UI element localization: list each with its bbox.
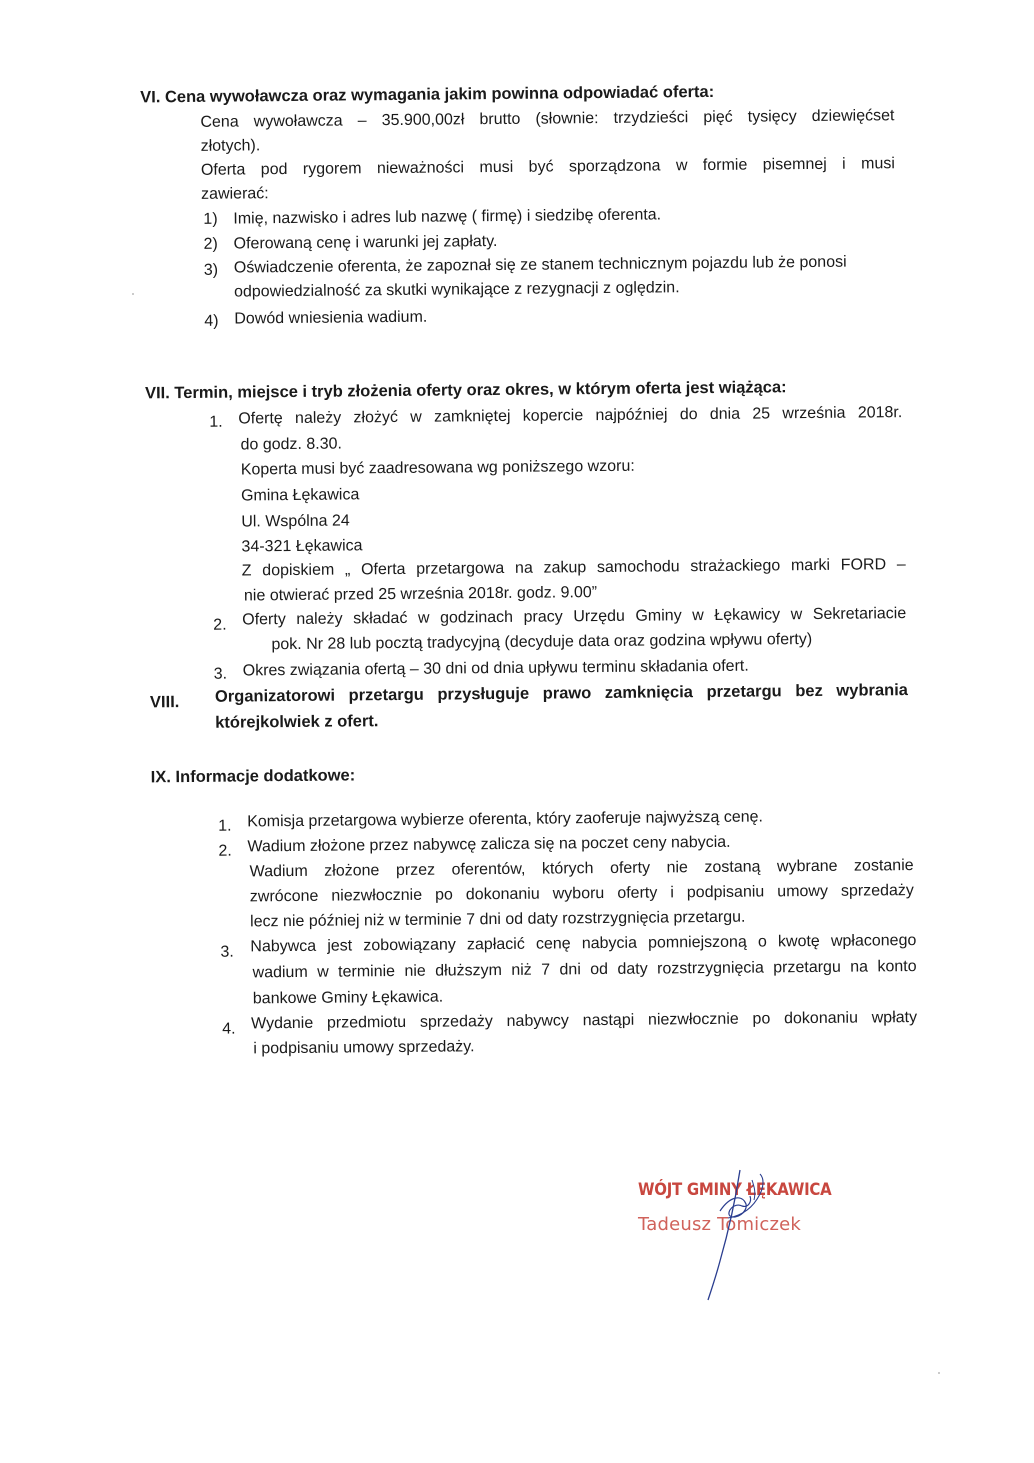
list-item-number: 2) bbox=[203, 235, 218, 253]
list-item-cont: i podpisaniu umowy sprzedaży. bbox=[253, 1038, 475, 1058]
list-item: Nabywca jest zobowiązany zapłacić cenę nabycia pomniejszoną o kwotę wpłaconego bbox=[250, 932, 917, 956]
list-item-number: 3) bbox=[203, 261, 219, 279]
address-line: Ul. Wspólna 24 bbox=[241, 512, 350, 531]
section-vi-offer-line: Oferta pod rygorem nieważności musi być sporządzona w formie pisemnej i musi bbox=[200, 155, 895, 179]
list-item-cont: wadium w terminie nie dłuższym niż 7 dni od daty rozstrzygnięcia przetargu na konto bbox=[252, 958, 917, 982]
list-item: Wadium złożone przez nabywcę zalicza się na poczet ceny nabycia. bbox=[247, 833, 731, 856]
list-item: Komisja przetargowa wybierze oferenta, który zaoferuje najwyższą cenę. bbox=[247, 808, 764, 831]
list-item: Okres związania ofertą – 30 dni od dnia upływu terminu składania ofert. bbox=[242, 657, 749, 680]
list-item-cont: do godz. 8.30. bbox=[240, 435, 343, 454]
list-item-number: 3. bbox=[220, 943, 234, 961]
list-item-cont: zwrócone niezwłocznie po dokonaniu wyboru oferty i podpisaniu umowy sprzedaży bbox=[249, 882, 914, 906]
list-item-cont: Wadium złożone przez oferentów, których oferty nie zostaną wybrane zostanie bbox=[249, 857, 914, 881]
list-item-number: 2. bbox=[213, 616, 227, 634]
list-item-number: 1) bbox=[203, 210, 218, 228]
list-item-number: 4) bbox=[204, 312, 219, 330]
list-item-cont: bankowe Gminy Łękawica. bbox=[252, 988, 444, 1008]
section-viii-text-cont: którejkolwiek z ofert. bbox=[215, 712, 379, 732]
list-item-cont: lecz nie później niż w terminie 7 dni od daty rozstrzygnięcia przetargu. bbox=[250, 908, 746, 931]
list-item: Ofertę należy złożyć w zamkniętej kopercie najpóźniej do dnia 25 września 2018r. bbox=[238, 404, 903, 428]
list-item-number: 2. bbox=[218, 842, 232, 860]
list-item-cont: pok. Nr 28 lub pocztą tradycyjną (decyduje data oraz godzina wpływu oferty) bbox=[271, 631, 813, 654]
list-item-cont: Z dopiskiem „ Oferta przetargowa na zakup samochodu strażackiego marki FORD – bbox=[241, 556, 906, 580]
list-item: Oferowaną cenę i warunki jej zapłaty. bbox=[233, 233, 498, 253]
section-vi-price-line: Cena wywoławcza – 35.900,00zł brutto (słownie: trzydzieści pięć tysięcy dziewięćset bbox=[200, 107, 895, 131]
list-item-number: 1. bbox=[218, 817, 232, 835]
handwritten-signature bbox=[690, 1166, 780, 1306]
list-item: Imię, nazwisko i adres lub nazwę ( firmę) i siedzibę oferenta. bbox=[233, 206, 662, 228]
section-vi-offer-line-cont: zawierać: bbox=[201, 185, 269, 203]
list-item: Wydanie przedmiotu sprzedaży nabywcy nastąpi niezwłocznie po dokonaniu wpłaty bbox=[251, 1009, 918, 1033]
list-item-cont: odpowiedzialność za skutki wynikające z rezygnacji z oględzin. bbox=[233, 279, 680, 301]
list-item-cont: Koperta musi być zaadresowana wg poniższego wzoru: bbox=[240, 457, 635, 479]
list-item-number: 4. bbox=[222, 1020, 236, 1038]
scan-speck bbox=[132, 293, 134, 295]
scan-speck bbox=[938, 1372, 940, 1374]
section-viii-number: VIII. bbox=[149, 693, 180, 712]
list-item-cont: nie otwierać przed 25 września 2018r. godz. 9.00” bbox=[243, 584, 598, 605]
list-item: Oferty należy składać w godzinach pracy Urzędu Gminy w Łękawicy w Sekretariacie bbox=[242, 605, 907, 629]
section-vi-price-line-cont: złotych). bbox=[200, 137, 261, 155]
list-item: Dowód wniesienia wadium. bbox=[234, 308, 428, 328]
address-line: 34-321 Łękawica bbox=[241, 537, 363, 556]
section-vi-heading: VI. Cena wywoławcza oraz wymagania jakim powinna odpowiadać oferta: bbox=[140, 82, 715, 107]
stamp-title: WÓJT GMINY ŁĘKAWICA bbox=[638, 1180, 832, 1200]
address-line: Gmina Łękawica bbox=[240, 486, 360, 505]
section-vii-heading: VII. Termin, miejsce i tryb złożenia oferty oraz okres, w którym oferta jest wiążąca: bbox=[144, 378, 787, 403]
section-ix-heading: IX. Informacje dodatkowe: bbox=[150, 766, 356, 787]
list-item-number: 1. bbox=[209, 413, 223, 431]
section-viii-text: Organizatorowi przetargu przysługuje prawo zamknięcia przetargu bez wybrania bbox=[214, 681, 909, 706]
stamp-name: Tadeusz Tomiczek bbox=[638, 1214, 802, 1235]
list-item-number: 3. bbox=[213, 665, 228, 683]
list-item: Oświadczenie oferenta, że zapoznał się ze stanem technicznym pojazdu lub że ponosi bbox=[233, 253, 847, 277]
